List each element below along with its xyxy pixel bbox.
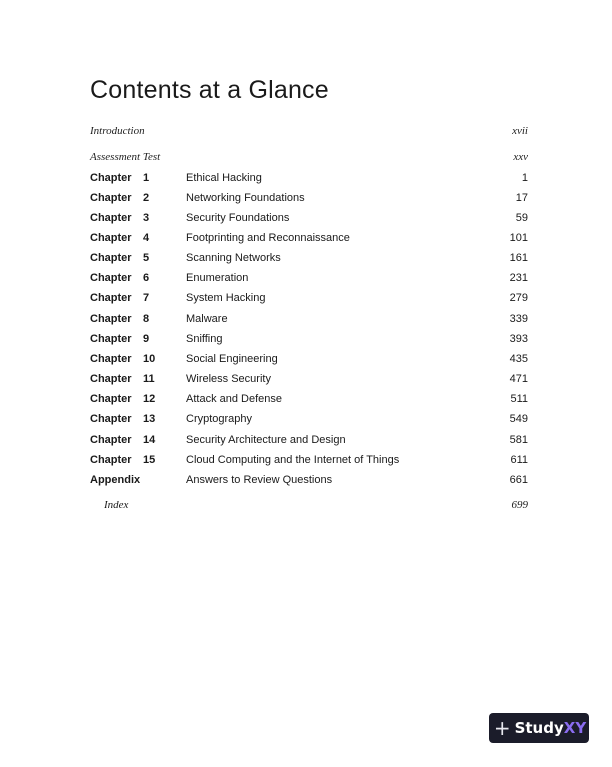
page-title: Contents at a Glance (90, 76, 329, 104)
entry-page: 393 (509, 333, 528, 345)
entry-title: Enumeration (186, 272, 249, 284)
entry-number: 11 (143, 373, 155, 385)
entry-number: 4 (143, 232, 150, 244)
toc-row (90, 333, 528, 349)
entry-number: 5 (143, 252, 150, 264)
entry-page: 581 (509, 434, 528, 446)
entry-number: 8 (143, 313, 150, 325)
entry-page: 101 (509, 232, 528, 244)
entry-number: 14 (143, 434, 156, 446)
entry-page: 279 (509, 292, 528, 304)
entry-label: Appendix (90, 474, 141, 486)
entry-page: 435 (509, 353, 528, 365)
brand-name-part2: XY (563, 719, 587, 737)
entry-title: Malware (186, 313, 228, 325)
entry-title: Wireless Security (186, 373, 271, 385)
entry-number: 9 (143, 333, 150, 345)
entry-title: Networking Foundations (186, 192, 305, 204)
entry-page: 161 (509, 252, 528, 264)
front-matter-label: Introduction (90, 125, 145, 137)
entry-page: 511 (510, 393, 528, 405)
toc-row (90, 413, 528, 429)
brand-name-part1: Study (514, 719, 564, 737)
entry-page: 611 (510, 454, 528, 466)
entry-number: 10 (143, 353, 156, 365)
front-matter-page: xxv (513, 151, 528, 163)
toc-row (90, 232, 528, 248)
entry-page: 471 (509, 373, 528, 385)
entry-page: 231 (509, 272, 528, 284)
studyxy-watermark (489, 713, 589, 743)
entry-label: Chapter (90, 393, 132, 405)
entry-label: Chapter (90, 333, 132, 345)
entry-label: Chapter (90, 373, 132, 385)
toc-row (90, 454, 528, 470)
entry-title: Scanning Networks (186, 252, 281, 264)
entry-page: 17 (515, 192, 528, 204)
entry-number: 6 (143, 272, 150, 284)
front-matter-label: Assessment Test (90, 151, 161, 163)
front-matter-page: xvii (512, 125, 528, 137)
toc-row (90, 212, 528, 228)
entry-number: 3 (143, 212, 150, 224)
entry-number: 13 (143, 413, 156, 425)
entry-label: Chapter (90, 252, 132, 264)
entry-label: Chapter (90, 413, 132, 425)
entry-page: 549 (509, 413, 528, 425)
entry-title: Attack and Defense (186, 393, 283, 405)
entry-label: Chapter (90, 313, 132, 325)
entry-title: Security Architecture and Design (186, 434, 346, 446)
entry-title: Social Engineering (186, 353, 278, 365)
entry-page: 59 (515, 212, 528, 224)
toc-row (90, 192, 528, 208)
index-row (104, 499, 528, 511)
entry-number: 1 (143, 172, 150, 184)
entry-title: Cloud Computing and the Internet of Things (186, 454, 400, 466)
toc-row (90, 292, 528, 308)
entry-title: Answers to Review Questions (186, 474, 333, 486)
entry-label: Chapter (90, 232, 132, 244)
entry-number: 7 (143, 292, 150, 304)
toc-row (90, 172, 528, 188)
entry-label: Chapter (90, 434, 132, 446)
front-matter-row (90, 125, 528, 137)
entry-title: System Hacking (186, 292, 266, 304)
entry-page: 661 (509, 474, 528, 486)
entry-page: 1 (521, 172, 528, 184)
toc-row (90, 474, 528, 490)
entry-title: Cryptography (186, 413, 253, 425)
entry-page: 339 (509, 313, 528, 325)
toc-row (90, 434, 528, 450)
index-page: 699 (511, 499, 528, 511)
toc-row (90, 272, 528, 288)
entry-title: Footprinting and Reconnaissance (186, 232, 350, 244)
entry-label: Chapter (90, 272, 132, 284)
toc-row (90, 353, 528, 369)
toc-row (90, 373, 528, 389)
entry-label: Chapter (90, 212, 132, 224)
entry-label: Chapter (90, 454, 132, 466)
entry-label: Chapter (90, 172, 132, 184)
entry-title: Sniffing (186, 333, 223, 345)
entry-number: 12 (143, 393, 156, 405)
front-matter-row (90, 151, 528, 163)
entry-title: Ethical Hacking (186, 172, 262, 184)
toc-row (90, 313, 528, 329)
toc-row (90, 252, 528, 268)
entry-label: Chapter (90, 353, 132, 365)
entry-label: Chapter (90, 192, 132, 204)
entry-number: 15 (143, 454, 156, 466)
plus-icon: + (493, 716, 511, 740)
entry-title: Security Foundations (186, 212, 290, 224)
toc-row (90, 393, 528, 409)
entry-label: Chapter (90, 292, 132, 304)
entry-number: 2 (143, 192, 150, 204)
index-label: Index (104, 499, 129, 511)
